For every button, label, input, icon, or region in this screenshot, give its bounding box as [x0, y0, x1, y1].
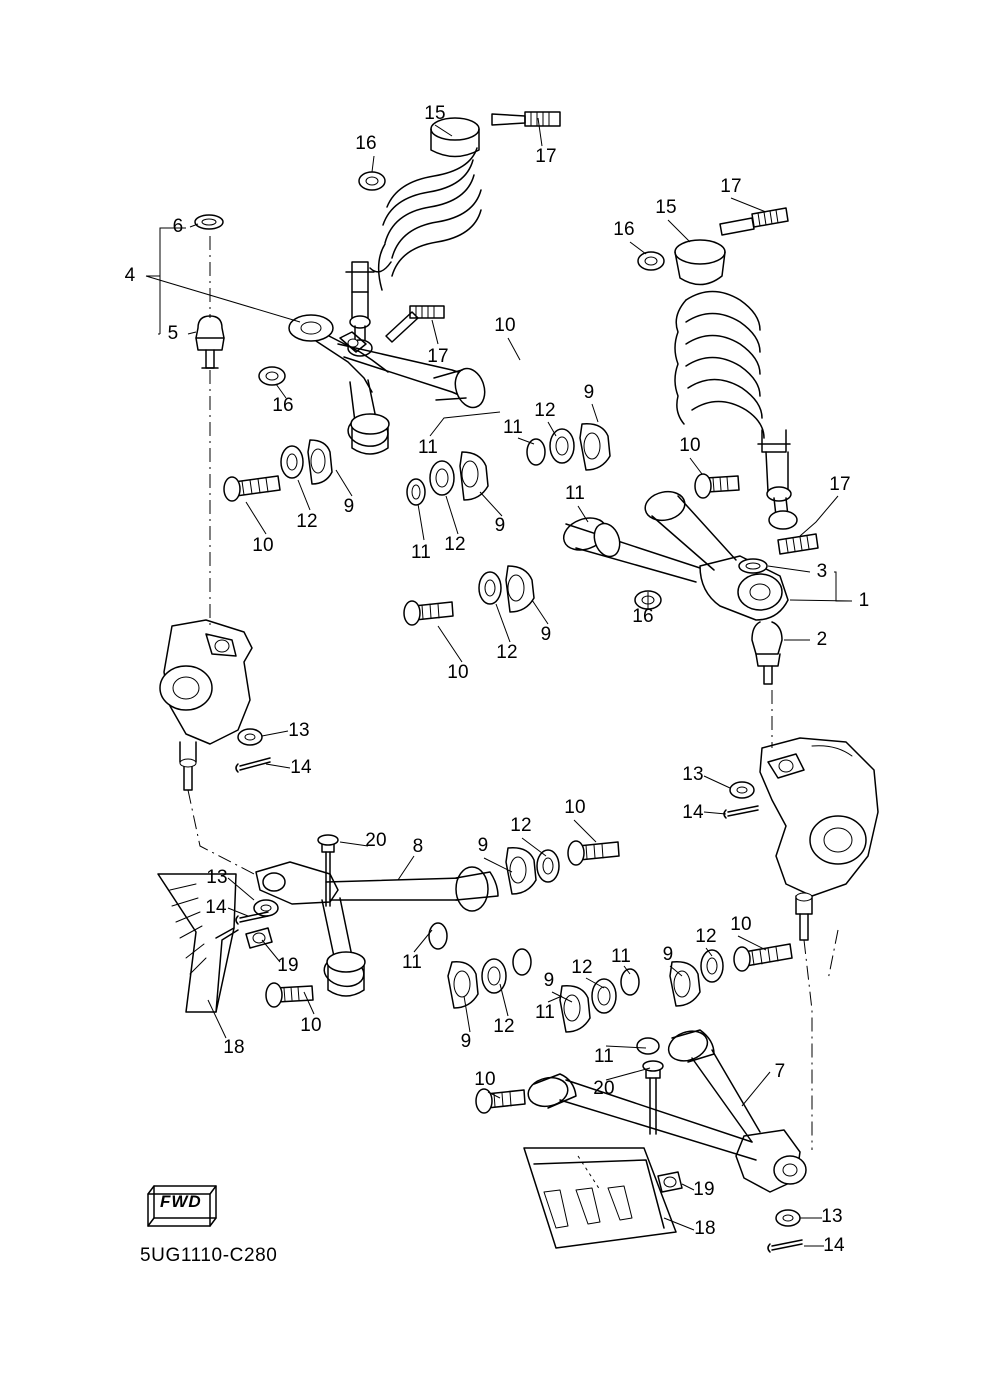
callout-12: 12	[444, 534, 466, 555]
callout-17: 17	[720, 176, 742, 197]
callout-9: 9	[662, 944, 674, 965]
callout-7: 7	[774, 1061, 786, 1082]
bushing-set-left-upper	[224, 440, 332, 501]
callout-17: 17	[535, 146, 557, 167]
callout-16: 16	[355, 133, 377, 154]
callout-16: 16	[613, 219, 635, 240]
callout-10: 10	[679, 435, 701, 456]
callout-13: 13	[288, 720, 310, 741]
callout-3: 3	[816, 561, 828, 582]
callout-10: 10	[300, 1015, 322, 1036]
bushing-set-lower-center	[429, 841, 792, 1032]
fwd-label: FWD	[160, 1192, 202, 1211]
callout-12: 12	[534, 400, 556, 421]
callout-13: 13	[206, 867, 228, 888]
callout-12: 12	[496, 642, 518, 663]
callout-10: 10	[474, 1069, 496, 1090]
callout-5: 5	[167, 323, 179, 344]
callout-10: 10	[564, 797, 586, 818]
callout-4: 4	[124, 265, 136, 286]
callout-20: 20	[593, 1078, 615, 1099]
callout-8: 8	[412, 836, 424, 857]
callout-18: 18	[694, 1218, 716, 1239]
callout-9: 9	[343, 496, 355, 517]
callout-17: 17	[829, 474, 851, 495]
callout-15: 15	[655, 197, 677, 218]
callout-18: 18	[223, 1037, 245, 1058]
callout-19: 19	[277, 955, 299, 976]
upper-right-a-arm	[559, 474, 788, 684]
callout-14: 14	[205, 897, 227, 918]
callout-12: 12	[296, 511, 318, 532]
callout-11: 11	[417, 437, 439, 458]
callout-9: 9	[477, 835, 489, 856]
callout-14: 14	[290, 757, 312, 778]
callout-9: 9	[540, 624, 552, 645]
callout-19: 19	[693, 1179, 715, 1200]
callout-16: 16	[272, 395, 294, 416]
callout-12: 12	[510, 815, 532, 836]
callout-11: 11	[502, 417, 524, 438]
callout-20: 20	[365, 830, 387, 851]
bushing-set-mid	[404, 566, 534, 625]
callout-16: 16	[632, 606, 654, 627]
callout-15: 15	[424, 103, 446, 124]
callout-11: 11	[564, 483, 586, 504]
right-mud-guard	[524, 1148, 682, 1248]
callout-10: 10	[730, 914, 752, 935]
callout-1: 1	[858, 590, 870, 611]
callout-9: 9	[494, 515, 506, 536]
callout-12: 12	[695, 926, 717, 947]
callout-10: 10	[252, 535, 274, 556]
callout-13: 13	[682, 764, 704, 785]
callout-14: 14	[823, 1235, 845, 1256]
callout-12: 12	[571, 957, 593, 978]
callout-14: 14	[682, 802, 704, 823]
callout-2: 2	[816, 629, 828, 650]
callout-10: 10	[494, 315, 516, 336]
part-code-label: 5UG1110-C280	[140, 1245, 278, 1266]
callout-17: 17	[427, 346, 449, 367]
callout-9: 9	[543, 970, 555, 991]
callout-13: 13	[821, 1206, 843, 1227]
callout-6: 6	[172, 216, 184, 237]
callout-10: 10	[447, 662, 469, 683]
callout-12: 12	[493, 1016, 515, 1037]
leader-lines	[146, 118, 852, 1246]
left-mud-guard	[158, 874, 238, 1012]
callout-11: 11	[593, 1046, 615, 1067]
shock-absorber-upper-left	[346, 112, 560, 356]
callout-11: 11	[410, 542, 432, 563]
callout-11: 11	[401, 952, 423, 973]
callout-11: 11	[610, 946, 632, 967]
callout-9: 9	[583, 382, 595, 403]
callout-9: 9	[460, 1031, 472, 1052]
callout-11: 11	[534, 1002, 556, 1023]
lower-right-a-arm	[476, 1026, 806, 1252]
